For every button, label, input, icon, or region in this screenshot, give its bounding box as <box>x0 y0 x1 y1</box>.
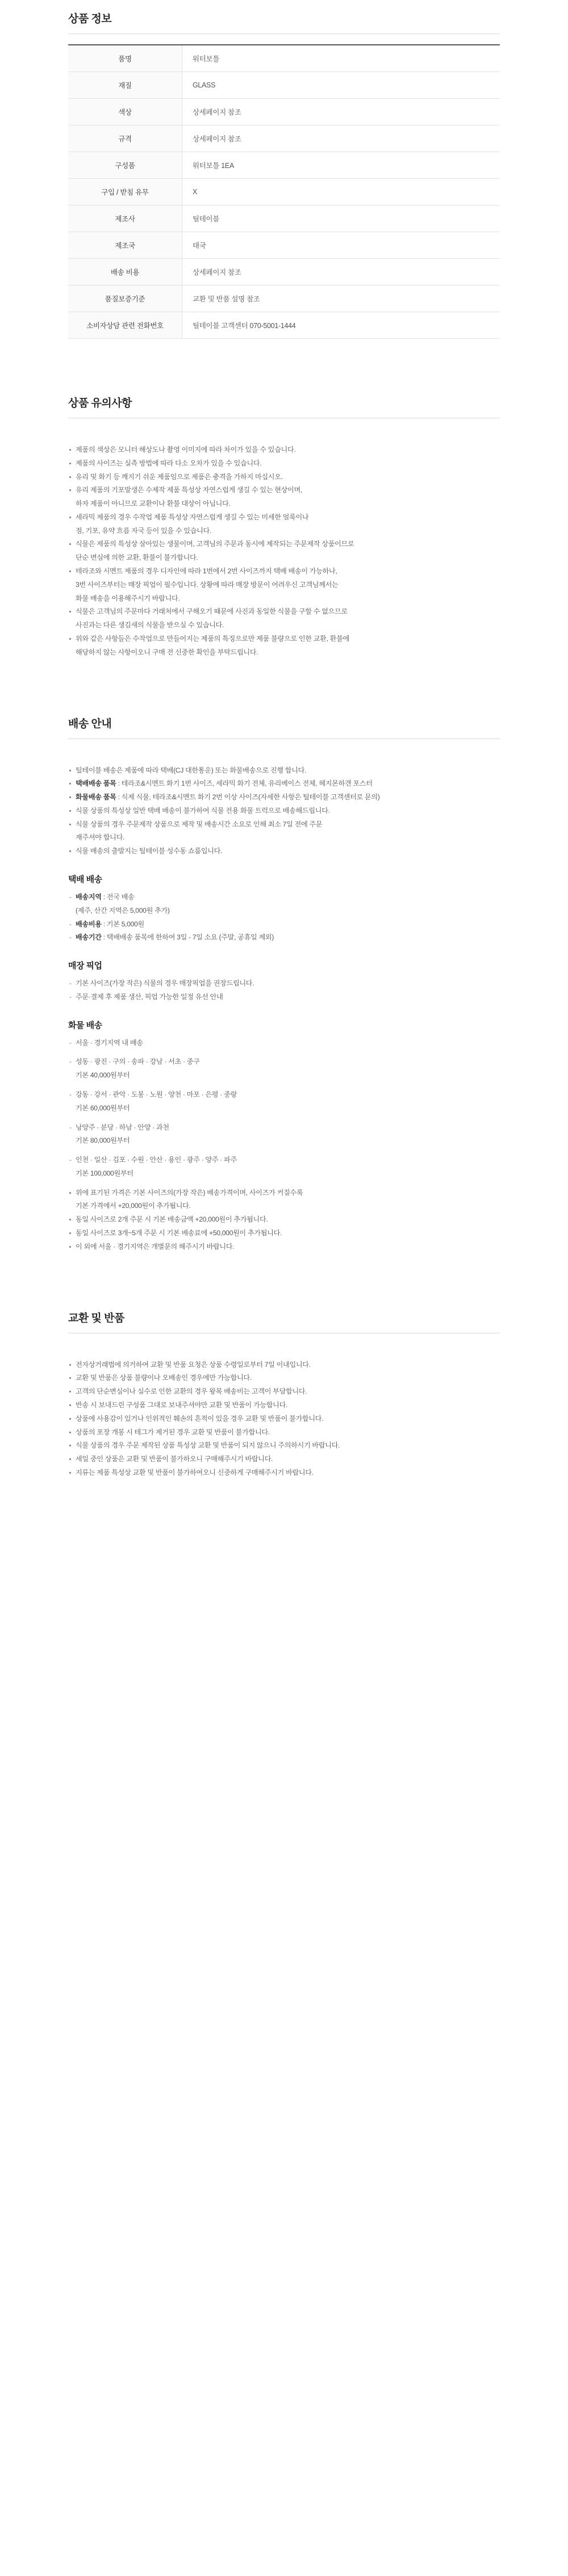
list-item-text: 성동 · 광진 · 구의 · 송파 · 강남 · 서초 · 중구 <box>76 1058 200 1066</box>
table-row <box>68 72 500 99</box>
bullet-icon <box>69 1192 71 1194</box>
list-item-text: : 식제 식물, 테라조&시멘트 화기 2번 이상 사이즈(자세한 사항은 틸테이블 고객센터로 문의) <box>116 793 380 802</box>
list-item-text: : 기본 5,000원 <box>101 920 144 928</box>
list-item: 식물 상품의 특성상 일반 택배 배송이 불가하여 식물 전용 화물 트럭으로 배송해드립니다. <box>68 804 500 818</box>
list-item <box>68 1121 500 1135</box>
table-row <box>68 179 500 205</box>
bullet-icon <box>69 783 71 784</box>
list-item: 상품의 포장 개봉 시 테그가 제거된 경우 교환 및 반품이 불가합니다. <box>68 1426 500 1440</box>
list-item: 세일 중인 상품은 교환 및 반품이 불가하오니 구매해주시기 바랍니다. <box>68 1453 500 1466</box>
list-item-text: : 테라조&시멘트 화기 1번 사이즈, 세라믹 화기 전체, 유리베이스 전체, 헤지몬하갠 포스터 <box>116 779 373 788</box>
info-label: 품질보증기준 <box>68 286 182 312</box>
bullet-icon <box>69 810 71 812</box>
list-item: 하자 제품이 아니므로 교환이나 환불 대상이 아닙니다. <box>76 500 231 508</box>
list-item-text: 기본 가격에서 +20,000원이 추가됩니다. <box>76 1202 191 1210</box>
list-item-text: 주문·결제 후 제품 생산, 픽업 가능한 일정 유선 안내 <box>76 992 223 1001</box>
list-item: 제품의 색상은 모니터 해상도나 촬영 이미지에 따라 차이가 있을 수 있습니다. <box>68 443 500 457</box>
info-value: 상세페이지 참조 <box>182 99 500 125</box>
info-label: 제조국 <box>68 232 182 259</box>
list-item: 제품의 사이즈는 실측 방법에 따라 다소 오차가 있을 수 있습니다. <box>68 457 500 471</box>
info-value: 틸테이블 <box>182 205 500 232</box>
info-value: X <box>182 179 500 205</box>
list-item-text: 동일 사이즈로 3개~5개 주문 시 기본 배송료에 +50,000원이 추가됩니다. <box>76 1229 282 1237</box>
list-item <box>68 1227 500 1240</box>
list-item-text: 기본 사이즈(가장 작은) 식물의 경우 매장픽업을 권장드립니다. <box>76 979 254 988</box>
list-item: 반송 시 보내드린 구성품 그대로 보내주셔야만 교환 및 반품이 가능합니다. <box>68 1399 500 1412</box>
table-row <box>68 152 500 179</box>
list-item-text: 기본 60,000원부터 <box>76 1104 130 1112</box>
list-item <box>68 1199 500 1213</box>
bullet-icon <box>69 1232 71 1234</box>
list-item: 위와 같은 사항들은 수작업으로 만들어지는 제품의 특징으로만 제품 불량으로 인한 교환, 환불에 <box>68 632 500 646</box>
bullet-icon <box>69 1219 71 1220</box>
shipping-block-heading: 매장 픽업 <box>68 961 102 971</box>
list-item: 틸테이블 배송은 제품에 따라 택배(CJ 대한통운) 또는 화물배송으로 진행 합니다. <box>68 764 500 778</box>
list-item: 식물 상품의 경우 주문 제작된 상품 특성상 교환 및 반품이 되지 않으니 주의하시기 바랍니다. <box>68 1439 500 1453</box>
info-label: 색상 <box>68 99 182 125</box>
list-item <box>68 1213 500 1227</box>
list-item: 재주셔야 합니다. <box>76 833 125 842</box>
info-value: 틸테이블 고객센터 070-5001-1444 <box>182 312 500 339</box>
list-item-text: (제주, 산간 지역은 5,000원 추가) <box>76 906 170 914</box>
table-row <box>68 259 500 286</box>
table-row <box>68 286 500 312</box>
list-item <box>68 1102 500 1115</box>
list-item-text: : 택배배송 품목에 한하여 3일 - 7일 소요 (주말, 공휴일 제외) <box>101 933 274 942</box>
list-item: 식물은 고객님의 주문마다 거래처에서 구해오기 때문에 사진과 동일한 식물을 구할 수 없으므로 <box>68 605 500 619</box>
list-item-text: 서울 · 경기지역 내 배송 <box>76 1038 143 1047</box>
list-item <box>68 977 500 991</box>
shipping-blocks <box>68 873 500 1254</box>
list-item: 식물은 제품의 특성상 살아있는 생물이며, 고객님의 주문과 동시에 제작되는 주문제작 상품이므로 <box>68 538 500 551</box>
cautions-section <box>68 384 500 660</box>
list-item-text: 위에 표기된 가격은 기본 사이즈의(가장 작은) 배송가격이며, 사이즈가 커질수록 <box>76 1188 303 1197</box>
info-label: 제조사 <box>68 205 182 232</box>
product-info-title: 상품 정보 <box>68 13 112 25</box>
table-row <box>68 205 500 232</box>
bullet-icon <box>69 1246 71 1248</box>
list-item <box>68 1167 500 1181</box>
table-row <box>68 45 500 72</box>
product-info-section <box>68 0 500 339</box>
list-item <box>68 1088 500 1102</box>
info-value: 상세페이지 참조 <box>182 125 500 152</box>
info-value: 교환 및 반품 설명 참조 <box>182 286 500 312</box>
list-item: 교환 및 반품은 상품 불량이나 오배송인 경우에만 가능합니다. <box>68 1371 500 1385</box>
shipping-block-list <box>68 1037 500 1254</box>
list-item-label: 배송지역 <box>76 892 102 901</box>
table-row <box>68 232 500 259</box>
list-item <box>68 1050 500 1055</box>
list-item <box>68 1153 500 1167</box>
list-item: 테라조와 시멘트 제품의 경우 디자인에 따라 1번에서 2번 사이즈까지 택배 배송이 가능하나, <box>68 565 500 578</box>
list-item-text: 강동 · 강서 · 관악 · 도봉 · 노원 · 양천 · 마포 · 은평 · 중랑 <box>76 1090 237 1098</box>
list-item: 식물 배송의 출발지는 틸테이블 성수동 쇼룸입니다. <box>68 845 500 858</box>
list-item-text: 인천 · 일산 · 김포 · 수원 · 안산 · 용인 · 광주 · 양주 · 파주 <box>76 1156 237 1164</box>
list-item-label: 배송기간 <box>76 933 102 942</box>
table-row <box>68 99 500 125</box>
list-item: 사진과는 다른 생김새의 식물을 받으실 수 있습니다. <box>76 621 224 630</box>
list-item <box>68 1134 500 1148</box>
list-item <box>68 1186 500 1200</box>
list-item <box>68 791 500 804</box>
list-item <box>68 931 500 945</box>
list-item <box>68 891 500 904</box>
product-info-table <box>68 44 500 339</box>
shipping-section <box>68 705 500 1254</box>
list-item <box>68 1181 500 1186</box>
list-item-label: 화물배송 품목 <box>76 793 116 802</box>
list-item <box>68 1240 500 1254</box>
bullet-icon <box>69 796 71 798</box>
list-item: 지류는 제품 특성상 교환 및 반품이 불가하여오니 신중하게 구매해주시기 바랍니다. <box>68 1466 500 1480</box>
list-item <box>68 1055 500 1069</box>
list-item <box>68 1148 500 1153</box>
bullet-icon <box>69 850 71 852</box>
list-item: 유리 제품의 기포발생은 수제작 제품 특성상 자연스럽게 생길 수 있는 현상이며, <box>68 484 500 497</box>
list-item-text: 기본 80,000원부터 <box>76 1136 130 1145</box>
exchange-section <box>68 1299 500 1480</box>
list-item: 해당하지 않는 사항이오니 구매 전 신중한 확인을 부탁드립니다. <box>76 648 258 656</box>
list-item-text: : 전국 배송 <box>101 892 135 901</box>
bullet-icon <box>69 770 71 771</box>
shipping-block-list <box>68 891 500 945</box>
list-item-text: 이 외에 서울 · 경기지역은 개별문의 해주시기 바랍니다. <box>76 1242 235 1251</box>
list-item: 식물 상품의 경우 주문제작 상품으로 제작 및 배송시간 소요로 인해 최소 7일 전에 주문 <box>68 818 500 832</box>
divider <box>68 33 500 34</box>
shipping-block-heading: 화물 배송 <box>68 1020 102 1030</box>
list-item <box>68 904 500 918</box>
list-item <box>68 1037 500 1050</box>
list-item-text: 기본 40,000원부터 <box>76 1071 130 1080</box>
info-label: 재질 <box>68 72 182 99</box>
info-value: 태국 <box>182 232 500 259</box>
list-item: 고객의 단순변심이나 실수로 인한 교환의 경우 왕복 배송비는 고객이 부담합니다. <box>68 1385 500 1399</box>
exchange-title: 교환 및 반품 <box>68 1312 124 1324</box>
list-item <box>68 991 500 1004</box>
list-item <box>68 1083 500 1088</box>
shipping-title: 배송 안내 <box>68 718 112 730</box>
list-item: 화물 배송을 이용해주시기 바랍니다. <box>76 594 180 602</box>
info-value: 워터보틀 <box>182 45 500 72</box>
cautions-title: 상품 유의사항 <box>68 397 132 409</box>
table-row <box>68 125 500 152</box>
info-label: 배송 비용 <box>68 259 182 286</box>
shipping-intro-list <box>68 764 500 858</box>
list-item: 세라믹 제품의 경우 수작업 제품 특성상 자연스럽게 생길 수 있는 미세한 얼룩이나 <box>68 511 500 525</box>
exchange-list <box>68 1358 500 1480</box>
info-label: 구입 / 받침 유무 <box>68 179 182 205</box>
list-item <box>68 918 500 932</box>
list-item: 3번 사이즈부터는 매장 픽업이 필수입니다. 상황에 따라 매장 방문이 어려우신 고객님께서는 <box>76 580 339 589</box>
info-label: 품명 <box>68 45 182 72</box>
info-label: 구성품 <box>68 152 182 179</box>
shipping-block-list <box>68 977 500 1004</box>
list-item <box>68 777 500 791</box>
cautions-list <box>68 443 500 660</box>
info-label: 소비자상담 관련 전화번호 <box>68 312 182 339</box>
shipping-block-heading: 택배 배송 <box>68 874 102 884</box>
list-item: 점, 기포, 유약 흐름 자국 등이 있을 수 있습니다. <box>76 526 212 535</box>
list-item-text: 동일 사이즈로 2개 주문 시 기본 배송금액 +20,000원이 추가됩니다. <box>76 1215 268 1224</box>
list-item-label: 택배배송 품목 <box>76 779 116 788</box>
info-value: GLASS <box>182 72 500 99</box>
list-item-text: 기본 100,000원부터 <box>76 1169 133 1177</box>
info-value: 워터보틀 1EA <box>182 152 500 179</box>
table-row <box>68 312 500 339</box>
info-value: 상세페이지 참조 <box>182 259 500 286</box>
list-item: 단순 변심에 의한 교환, 환불이 불가합니다. <box>76 553 198 562</box>
list-item-label: 배송비용 <box>76 920 102 928</box>
list-item: 유리 및 화기 등 깨지기 쉬운 제품임으로 제품은 충격을 가하지 마십시오. <box>68 471 500 484</box>
bullet-icon <box>69 824 71 825</box>
list-item <box>68 1069 500 1083</box>
list-item <box>68 1115 500 1121</box>
info-label: 규격 <box>68 125 182 152</box>
list-item-text: 낭양주 · 분당 · 하남 · 안양 · 과천 <box>76 1123 169 1131</box>
list-item: 전자상거래법에 의거하여 교환 및 반품 요청은 상품 수령일로부터 7일 이내입니다. <box>68 1358 500 1372</box>
list-item: 상품에 사용감이 있거나 인위적인 훼손의 흔적이 있을 경우 교환 및 반품이 불가합니다. <box>68 1412 500 1426</box>
